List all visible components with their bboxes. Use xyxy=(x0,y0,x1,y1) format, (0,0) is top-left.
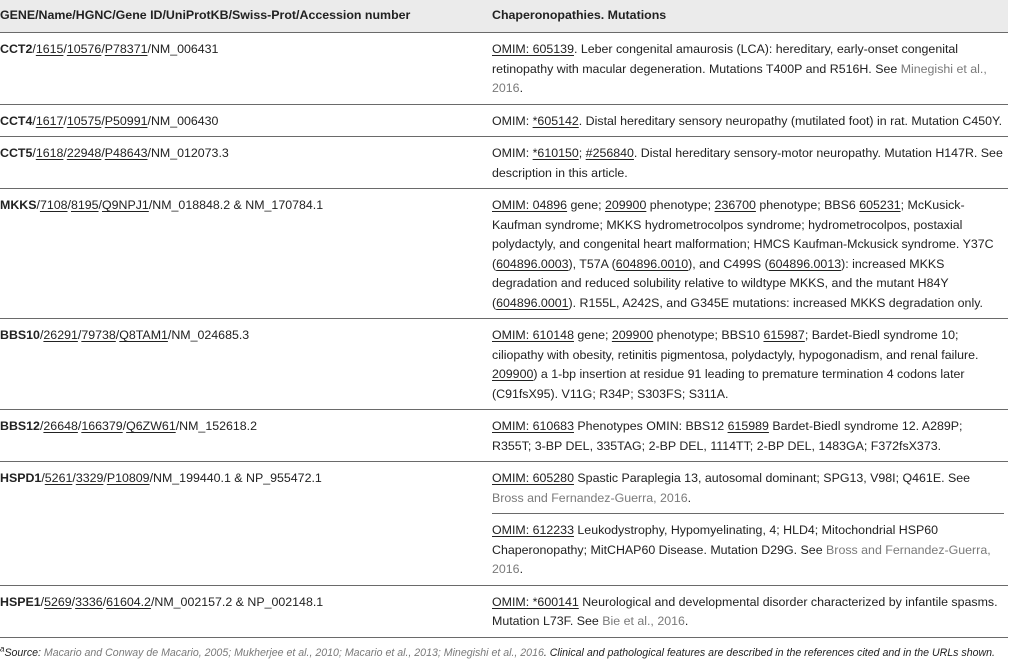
gene-id-link[interactable]: 22948 xyxy=(66,146,102,160)
mutation-cell: OMIM: 605139. Leber congenital amaurosis (LCA): hereditary, early-onset congenital retinopathy with macular degeneration. Mutations T400P and R516H. See Minegishi et al., 2016. xyxy=(492,42,987,95)
omim-link[interactable]: *610150 xyxy=(532,146,579,160)
hgnc-link[interactable]: 1618 xyxy=(35,146,64,160)
gene-cell: BBS12/26648/166379/Q6ZW61/NM_152618.2 xyxy=(0,419,258,433)
reference-link[interactable]: Bie et al., 2016 xyxy=(602,614,685,628)
uniprot-link[interactable]: P50991 xyxy=(104,113,148,128)
gene-symbol: BBS12 xyxy=(0,419,40,433)
reference-link[interactable]: Minegishi et al., 2016 xyxy=(492,61,987,95)
omim-link[interactable]: 604896.0001 xyxy=(496,295,569,310)
accession-number: /NM_006431 xyxy=(147,42,219,56)
mutation-cell: OMIM: 04896 gene; 209900 phenotype; 236700 phenotype; BBS6 605231; McKusick-Kaufman syndrome; MKKS hydrometrocolpos syndrome; hydrometrocolpos, postaxial polydactyly, and congenital heart malformation; HMCS Kaufman-Mckusick syndrome. Y37C (604896.0003), T57A (604896.0010), and C499S (604896.0013): increased MKKS degradation and reduced solubility relative to wildtype MKKS, and the mutant H84Y (604896.0001). R155L, A242S, and G345E mutations: increased MKKS degradation only. xyxy=(492,198,994,310)
source-references[interactable]: Macario and Conway de Macario, 2005; Mukherjee et al., 2010; Macario et al., 2013; Minegishi et al., 2016 xyxy=(43,646,544,659)
reference-link[interactable]: Bross and Fernandez-Guerra, 2016 xyxy=(492,542,991,576)
gene-id-link[interactable]: 10575 xyxy=(66,113,102,128)
table-row xyxy=(0,137,1008,189)
gene-cell: MKKS/7108/8195/Q9NPJ1/NM_018848.2 & NM_170784.1 xyxy=(0,198,324,212)
uniprot-link[interactable]: Q8TAM1 xyxy=(119,328,168,342)
gene-id-link[interactable]: 166379 xyxy=(81,419,123,433)
omim-link[interactable]: 209900 xyxy=(604,198,647,212)
mutation-cell xyxy=(492,469,1008,580)
omim-link[interactable]: OMIM: 610683 xyxy=(492,419,574,433)
hgnc-link[interactable]: 7108 xyxy=(39,198,68,212)
gene-id-link[interactable]: 3329 xyxy=(75,471,104,485)
mutation-cell: OMIM: *600141 Neurological and developmental disorder characterized by infantile spasms. Mutation L73F. See Bie et al., 2016. xyxy=(492,594,998,628)
hgnc-link[interactable]: 26648 xyxy=(43,419,78,433)
accession-number: /NM_018848.2 & NM_170784.1 xyxy=(148,198,324,212)
hgnc-link[interactable]: 5261 xyxy=(44,471,73,485)
mutation-entry: OMIM: 605280 Spastic Paraplegia 13, autosomal dominant; SPG13, V98I; Q461E. See Bross and Fernandez-Guerra, 2016. xyxy=(492,471,971,505)
table-row xyxy=(0,462,1008,586)
gene-symbol: MKKS xyxy=(0,198,37,212)
gene-symbol: CCT2 xyxy=(0,42,33,56)
hgnc-link[interactable]: 5269 xyxy=(44,594,72,609)
gene-symbol: CCT4 xyxy=(0,113,33,128)
gene-cell: CCT2/1615/10576/P78371/NM_006431 xyxy=(0,42,219,56)
omim-link[interactable]: 605231 xyxy=(859,198,901,212)
uniprot-link[interactable]: P48643 xyxy=(104,146,148,160)
gene-cell: CCT4/1617/10575/P50991/NM_006430 xyxy=(0,113,219,128)
gene-cell: HSPD1/5261/3329/P10809/NM_199440.1 & NP_955472.1 xyxy=(0,471,322,485)
omim-link[interactable]: OMIM: 612233 xyxy=(492,523,574,537)
hgnc-link[interactable]: 1615 xyxy=(35,42,64,56)
accession-number: /NM_152618.2 xyxy=(175,419,258,433)
gene-id-link[interactable]: 8195 xyxy=(70,198,99,212)
gene-symbol: CCT5 xyxy=(0,146,33,160)
mutation-cell: OMIM: 610683 Phenotypes OMIN: BBS12 615989 Bardet-Biedl syndrome 12. A289P; R355T; 3-BP DEL, 335TAG; 2-BP DEL, 1114TT; 2-BP DEL, 1483GA; F372fsX373. xyxy=(492,419,963,453)
omim-link[interactable]: OMIM: 610148 xyxy=(492,328,574,342)
gene-id-link[interactable]: 3336 xyxy=(75,594,103,609)
table-row xyxy=(0,319,1008,410)
table-header xyxy=(0,0,1008,33)
omim-link[interactable]: 604896.0003 xyxy=(496,256,569,271)
omim-link[interactable]: 604896.0013 xyxy=(768,256,842,271)
gene-cell: HSPE1/5269/3336/61604.2/NM_002157.2 & NP_002148.1 xyxy=(0,594,324,609)
header-gene-column: GENE/Name/HGNC/Gene ID/UniProtKB/Swiss-Prot/Accession number xyxy=(0,8,411,23)
gene-id-link[interactable]: 10576 xyxy=(66,42,102,56)
hgnc-link[interactable]: 1617 xyxy=(35,113,64,128)
table-footnote: $^a$Source: Macario and Conway de Macario, 2005; Mukherjee et al., 2010; Macario et al., 2013; Minegishi et al., 2016. Clinical and pathological features are described in the references cited and in the URLs shown. xyxy=(0,643,995,659)
accession-number: /NM_199440.1 & NP_955472.1 xyxy=(149,471,322,485)
hgnc-link[interactable]: 26291 xyxy=(43,328,78,342)
uniprot-link[interactable]: P78371 xyxy=(104,42,148,56)
omim-link[interactable]: *605142 xyxy=(532,113,579,128)
header-mutations-column: Chaperonopathies. Mutations xyxy=(492,8,667,23)
omim-link[interactable]: 604896.0010 xyxy=(615,256,689,271)
omim-link[interactable]: 615989 xyxy=(727,419,769,433)
gene-symbol: HSPE1 xyxy=(0,594,41,609)
omim-link[interactable]: OMIM: 605139 xyxy=(492,42,574,56)
omim-link[interactable]: OMIM: 04896 xyxy=(492,198,568,212)
mutation-entry: OMIM: 612233 Leukodystrophy, Hypomyelinating, 4; HLD4; Mitochondrial HSP60 Chaperonopathy; MitCHAP60 Disease. Mutation D29G. See Bross and Fernandez-Guerra, 2016. xyxy=(492,513,1004,580)
table-row xyxy=(0,33,1008,105)
uniprot-link[interactable]: 61604.2 xyxy=(106,594,151,609)
omim-link[interactable]: OMIM: *600141 xyxy=(492,594,579,609)
mutation-cell: OMIM: *610150; #256840. Distal hereditary sensory-motor neuropathy. Mutation H147R. See description in this article. xyxy=(492,146,1003,180)
omim-link[interactable]: OMIM: 605280 xyxy=(492,471,574,485)
mutation-cell: OMIM: 610148 gene; 209900 phenotype; BBS10 615987; Bardet-Biedl syndrome 10; ciliopathy with obesity, retinitis pigmentosa, polydactyly, hypogonadism, and renal failure. 209900) a 1-bp insertion at residue 91 leading to premature termination 4 codons later (C91fsX95). V11G; R34P; S303FS; S311A. xyxy=(492,328,979,401)
mutation-cell: OMIM: *605142. Distal hereditary sensory neuropathy (mutilated foot) in rat. Mutation C450Y. xyxy=(492,113,1003,128)
table-row xyxy=(0,410,1008,462)
accession-number: /NM_006430 xyxy=(147,113,219,128)
omim-link[interactable]: #256840 xyxy=(585,146,634,160)
accession-number: /NM_002157.2 & NP_002148.1 xyxy=(150,594,324,609)
uniprot-link[interactable]: Q9NPJ1 xyxy=(102,198,149,212)
accession-number: /NM_024685.3 xyxy=(167,328,250,342)
table-row xyxy=(0,189,1008,319)
omim-link[interactable]: 236700 xyxy=(714,198,756,212)
table-row xyxy=(0,586,1008,638)
gene-symbol: BBS10 xyxy=(0,328,40,342)
gene-cell: BBS10/26291/79738/Q8TAM1/NM_024685.3 xyxy=(0,328,250,342)
accession-number: /NM_012073.3 xyxy=(147,146,229,160)
omim-link[interactable]: 209900 xyxy=(611,328,654,342)
omim-link[interactable]: 615987 xyxy=(763,328,805,342)
gene-symbol: HSPD1 xyxy=(0,471,42,485)
gene-cell: CCT5/1618/22948/P48643/NM_012073.3 xyxy=(0,146,229,160)
table-row xyxy=(0,105,1008,138)
uniprot-link[interactable]: Q6ZW61 xyxy=(126,419,176,433)
reference-link[interactable]: Bross and Fernandez-Guerra, 2016 xyxy=(492,490,688,505)
omim-link[interactable]: 209900 xyxy=(492,367,534,381)
gene-id-link[interactable]: 79738 xyxy=(81,328,116,342)
uniprot-link[interactable]: P10809 xyxy=(106,471,150,485)
